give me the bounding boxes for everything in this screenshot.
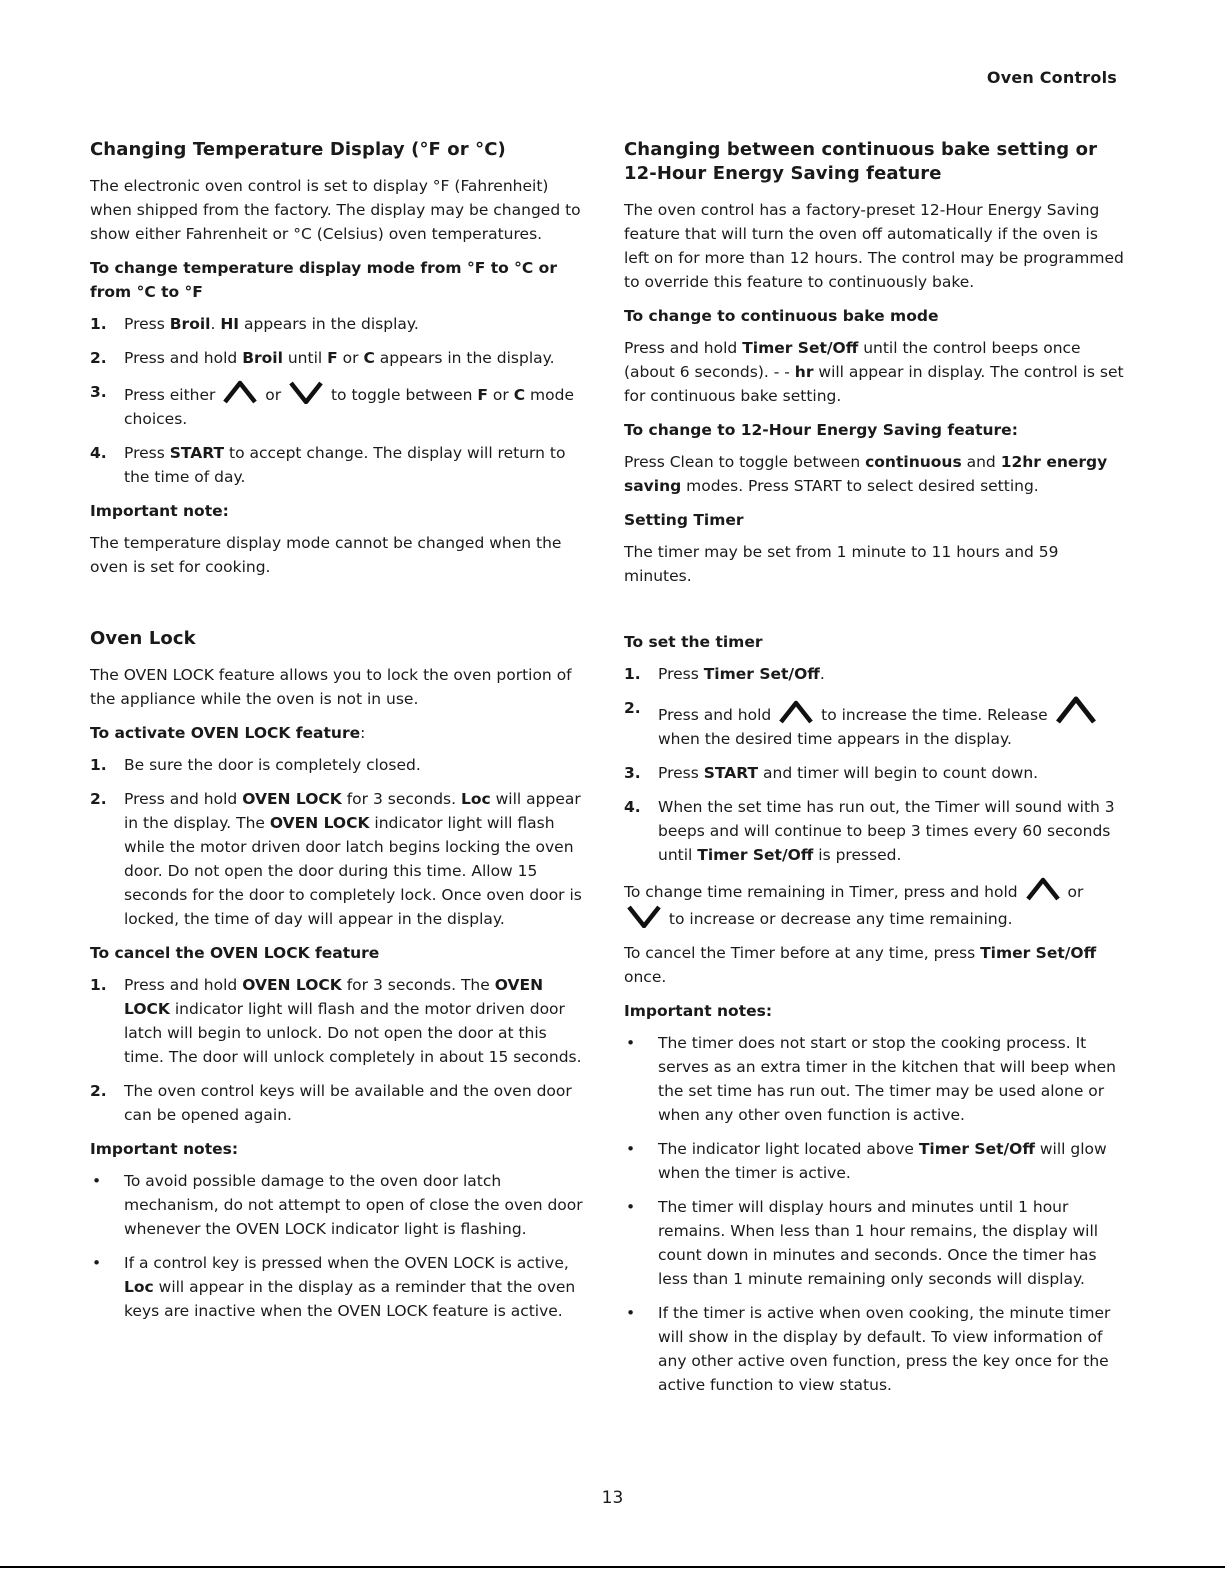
right-column (624, 138, 1124, 1407)
list-item: 2. Press and hold Broil until F or C appears in the display. (90, 349, 555, 367)
up-arrow-icon (779, 700, 813, 724)
setting-timer-heading: Setting Timer (624, 511, 744, 529)
energy-saving-text: Press Clean to toggle between continuous and 12hr energy saving modes. Press START to select desired setting. (624, 453, 1108, 495)
up-arrow-icon (1056, 696, 1096, 724)
oven-lock-notes-heading: Important notes: (90, 1140, 239, 1158)
list-item: 4. Press START to accept change. The display will return to the time of day. (90, 444, 566, 486)
list-item: • If the timer is active when oven cooking, the minute timer will show in the display by default. To view information of any other active oven function, press the key once for the active function to view status. (626, 1304, 1111, 1394)
list-item: 4. When the set time has run out, the Timer will sound with 3 beeps and will continue to beep 3 times every 60 seconds until Timer Set/Off is pressed. (624, 798, 1115, 864)
temp-display-heading: Changing Temperature Display (°F or °C) (90, 139, 506, 160)
bottom-divider (0, 1566, 1225, 1568)
oven-lock-cancel-steps (90, 973, 587, 1127)
continuous-bake-text: Press and hold Timer Set/Off until the control beeps once (about 6 seconds). - - hr will appear in display. The control is set for continuous bake setting. (624, 339, 1124, 405)
timer-notes-heading: Important notes: (624, 1002, 773, 1020)
list-item: 2. Press and hold to increase the time. Release when the desired time appears in the display. (624, 696, 1124, 751)
temp-mode-subheading: To change temperature display mode from °F to °C or from °C to °F (90, 259, 557, 301)
page-number: 13 (601, 1488, 624, 1508)
temp-display-intro: The electronic oven control is set to display °F (Fahrenheit) when shipped from the factory. The display may be changed to show either Fahrenheit or °C (Celsius) oven temperatures. (90, 177, 581, 243)
list-item: 2. The oven control keys will be available and the oven door can be opened again. (90, 1082, 572, 1124)
up-arrow-icon (1026, 877, 1060, 901)
oven-lock-intro: The OVEN LOCK feature allows you to lock the oven portion of the appliance while the oven is not in use. (90, 666, 572, 708)
set-timer-steps (624, 662, 1124, 867)
left-column (90, 138, 587, 1333)
list-item: 1. Be sure the door is completely closed. (90, 756, 421, 774)
up-arrow-icon (223, 380, 257, 404)
list-item: 2. Press and hold OVEN LOCK for 3 seconds. Loc will appear in the display. The OVEN LOCK indicator light will flash while the motor driven door latch begins locking the oven door. Do not open the door during this time. Allow 15 seconds for the door to completely lock. Once oven door is locked, the time of day will appear in the display. (90, 790, 582, 928)
list-item: 3. Press START and timer will begin to count down. (624, 764, 1039, 782)
temp-note-heading: Important note: (90, 502, 229, 520)
list-item: 1. Press and hold OVEN LOCK for 3 seconds. The OVEN LOCK indicator light will flash and the motor driven door latch will begin to unlock. Do not open the door at this time. The door will unlock completely in about 15 seconds. (90, 976, 582, 1066)
list-item: • To avoid possible damage to the oven door latch mechanism, do not attempt to open of close the oven door whenever the OVEN LOCK indicator light is flashing. (92, 1172, 583, 1238)
list-item: 3. Press either or to toggle between F or C mode choices. (90, 380, 587, 431)
oven-lock-notes (90, 1169, 587, 1323)
list-item: 1. Press Timer Set/Off. (624, 665, 825, 683)
timer-notes (624, 1031, 1124, 1397)
list-item: • The timer does not start or stop the cooking process. It serves as an extra timer in the kitchen that will beep when the set time has run out. The timer may be used alone or when any other oven function is active. (626, 1034, 1116, 1124)
list-item: 1. Press Broil. HI appears in the display. (90, 315, 419, 333)
list-item: • The timer will display hours and minutes until 1 hour remains. When less than 1 hour remains, the display will count down in minutes and seconds. Once the timer has less than 1 minute remaining only seconds will display. (626, 1198, 1099, 1288)
oven-lock-activate-heading: To activate OVEN LOCK feature: (90, 724, 366, 742)
continuous-bake-heading: To change to continuous bake mode (624, 307, 939, 325)
list-item: • If a control key is pressed when the OVEN LOCK is active, Loc will appear in the display as a reminder that the oven keys are inactive when the OVEN LOCK feature is active. (92, 1254, 576, 1320)
down-arrow-icon (289, 380, 323, 404)
oven-lock-cancel-heading: To cancel the OVEN LOCK feature (90, 944, 380, 962)
cancel-timer-text: To cancel the Timer before at any time, press Timer Set/Off once. (624, 944, 1097, 986)
down-arrow-icon (627, 904, 661, 928)
temp-mode-steps (90, 312, 587, 489)
bake-mode-heading: Changing between continuous bake setting or 12-Hour Energy Saving feature (624, 139, 1098, 184)
change-time-text: To change time remaining in Timer, press and hold or to increase or decrease any time remaining. (624, 877, 1124, 931)
bake-mode-intro: The oven control has a factory-preset 12-Hour Energy Saving feature that will turn the oven off automatically if the oven is left on for more than 12 hours. The control may be programmed to override this feature to continuously bake. (624, 201, 1124, 291)
energy-saving-heading: To change to 12-Hour Energy Saving feature: (624, 421, 1018, 439)
set-timer-heading: To set the timer (624, 633, 763, 651)
oven-lock-activate-steps (90, 753, 587, 931)
temp-note-text: The temperature display mode cannot be changed when the oven is set for cooking. (90, 534, 562, 576)
timer-range-text: The timer may be set from 1 minute to 11 hours and 59 minutes. (624, 543, 1059, 585)
list-item: • The indicator light located above Timer Set/Off will glow when the timer is active. (626, 1140, 1107, 1182)
oven-lock-heading: Oven Lock (90, 628, 196, 649)
section-header: Oven Controls (986, 68, 1117, 87)
